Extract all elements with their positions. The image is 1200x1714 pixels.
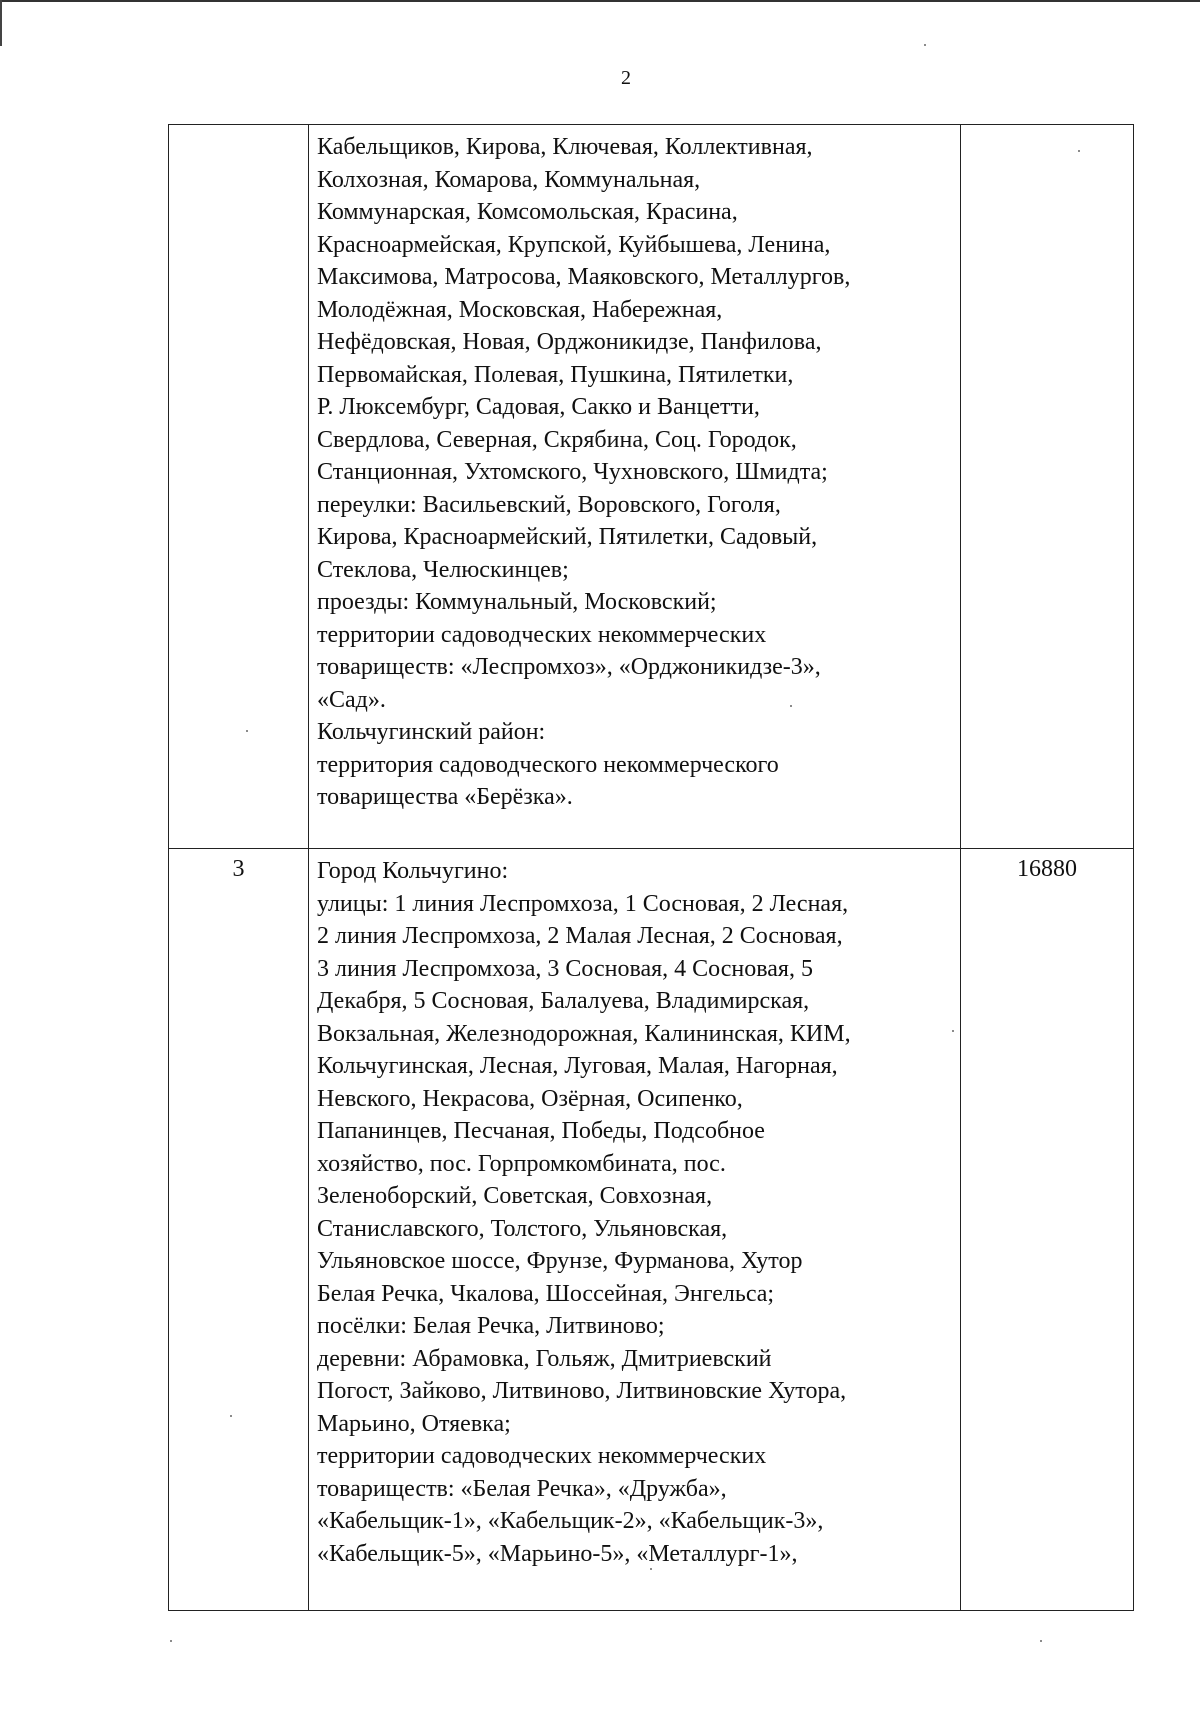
- text-line: Город Кольчугино:: [317, 858, 509, 884]
- scan-speck: [650, 1568, 652, 1570]
- scan-speck: [246, 730, 248, 732]
- text-line: Первомайская, Полевая, Пушкина, Пятилетки,: [317, 361, 794, 388]
- text-line: улицы: 1 линия Леспромхоза, 1 Сосновая, 2 Лесная,: [317, 890, 849, 917]
- streets-text-block: [317, 131, 952, 814]
- scan-speck: [952, 1030, 954, 1032]
- voters-count-cell: [961, 125, 1134, 849]
- text-line: «Кабельщик-1», «Кабельщик-2», «Кабельщик-3»,: [317, 1508, 824, 1534]
- scan-speck: [170, 1640, 172, 1642]
- text-line: переулки: Васильевский, Воровского, Гоголя,: [317, 491, 781, 518]
- text-line: 2 линия Леспромхоза, 2 Малая Лесная, 2 Сосновая,: [317, 923, 843, 949]
- text-line: проезды: Коммунальный, Московский;: [317, 589, 717, 615]
- text-line: Марьино, Отяевка;: [317, 1410, 511, 1437]
- text-line: территории садоводческих некоммерческих: [317, 1443, 767, 1469]
- text-line: товариществ: «Белая Речка», «Дружба»,: [317, 1475, 727, 1502]
- text-line: Максимова, Матросова, Маяковского, Металлургов,: [317, 264, 851, 290]
- table-row-continuation: [169, 125, 1134, 849]
- text-line: Коммунарская, Комсомольская, Красина,: [317, 199, 738, 225]
- scan-speck: [1040, 1640, 1042, 1642]
- table-row-3: [169, 849, 1134, 1611]
- voters-count-cell: 16880: [961, 849, 1134, 1611]
- text-line: Красноармейская, Крупской, Куйбышева, Ленина,: [317, 231, 831, 258]
- text-line: Свердлова, Северная, Скрябина, Соц. Городок,: [317, 426, 797, 453]
- text-line: «Кабельщик-5», «Марьино-5», «Металлург-1»,: [317, 1540, 798, 1567]
- text-line: Молодёжная, Московская, Набережная,: [317, 296, 723, 323]
- row-number-cell: 3: [169, 849, 309, 1611]
- text-line: Белая Речка, Чкалова, Шоссейная, Энгельса;: [317, 1280, 775, 1307]
- text-line: Зеленоборский, Советская, Совхозная,: [317, 1183, 713, 1209]
- districts-table: [168, 124, 1134, 1611]
- top-scan-edge: [0, 0, 1200, 2]
- text-line: хозяйство, пос. Горпромкомбината, пос.: [317, 1150, 726, 1177]
- text-line: 3 линия Леспромхоза, 3 Сосновая, 4 Сосновая, 5: [317, 955, 813, 982]
- text-line: деревни: Абрамовка, Гольяж, Дмитриевский: [317, 1345, 772, 1372]
- text-line: Ульяновское шоссе, Фрунзе, Фурманова, Хутор: [317, 1248, 803, 1274]
- text-line: посёлки: Белая Речка, Литвиново;: [317, 1313, 665, 1339]
- text-line: Невского, Некрасова, Озёрная, Осипенко,: [317, 1085, 743, 1112]
- text-line: территории садоводческих некоммерческих: [317, 621, 767, 648]
- scan-speck: [1078, 150, 1080, 152]
- left-scan-edge: [0, 0, 2, 46]
- text-line: Вокзальная, Железнодорожная, Калининская, КИМ,: [317, 1020, 851, 1047]
- scan-speck: [924, 44, 926, 46]
- row-number-cell: [169, 125, 309, 849]
- scan-speck: [790, 705, 792, 707]
- text-line: Стеклова, Челюскинцев;: [317, 556, 569, 583]
- text-line: Станционная, Ухтомского, Чухновского, Шмидта;: [317, 459, 828, 485]
- text-line: Кольчугинский район:: [317, 719, 546, 745]
- streets-text-block: [317, 855, 952, 1570]
- text-line: Погост, Зайково, Литвиново, Литвиновские Хутора,: [317, 1378, 847, 1404]
- text-line: Кольчугинская, Лесная, Луговая, Малая, Нагорная,: [317, 1053, 838, 1079]
- streets-description-cell: [309, 849, 961, 1611]
- text-line: Декабря, 5 Сосновая, Балалуева, Владимирская,: [317, 988, 810, 1014]
- text-line: Колхозная, Комарова, Коммунальная,: [317, 166, 701, 193]
- text-line: Станиславского, Толстого, Ульяновская,: [317, 1215, 728, 1242]
- text-line: Папанинцев, Песчаная, Победы, Подсобное: [317, 1118, 765, 1144]
- page-number: 2: [621, 67, 631, 89]
- scan-speck: [230, 1415, 232, 1417]
- text-line: Р. Люксембург, Садовая, Сакко и Ванцетти,: [317, 394, 760, 420]
- text-line: Кабельщиков, Кирова, Ключевая, Коллективная,: [317, 134, 813, 160]
- streets-description-cell: [309, 125, 961, 849]
- text-line: «Сад».: [317, 686, 386, 713]
- text-line: Нефёдовская, Новая, Орджоникидзе, Панфилова,: [317, 329, 822, 355]
- text-line: товариществ: «Леспромхоз», «Орджоникидзе-3»,: [317, 654, 821, 680]
- text-line: Кирова, Красноармейский, Пятилетки, Садовый,: [317, 524, 818, 550]
- text-line: территория садоводческого некоммерческого: [317, 751, 779, 778]
- text-line: товарищества «Берёзка».: [317, 784, 573, 810]
